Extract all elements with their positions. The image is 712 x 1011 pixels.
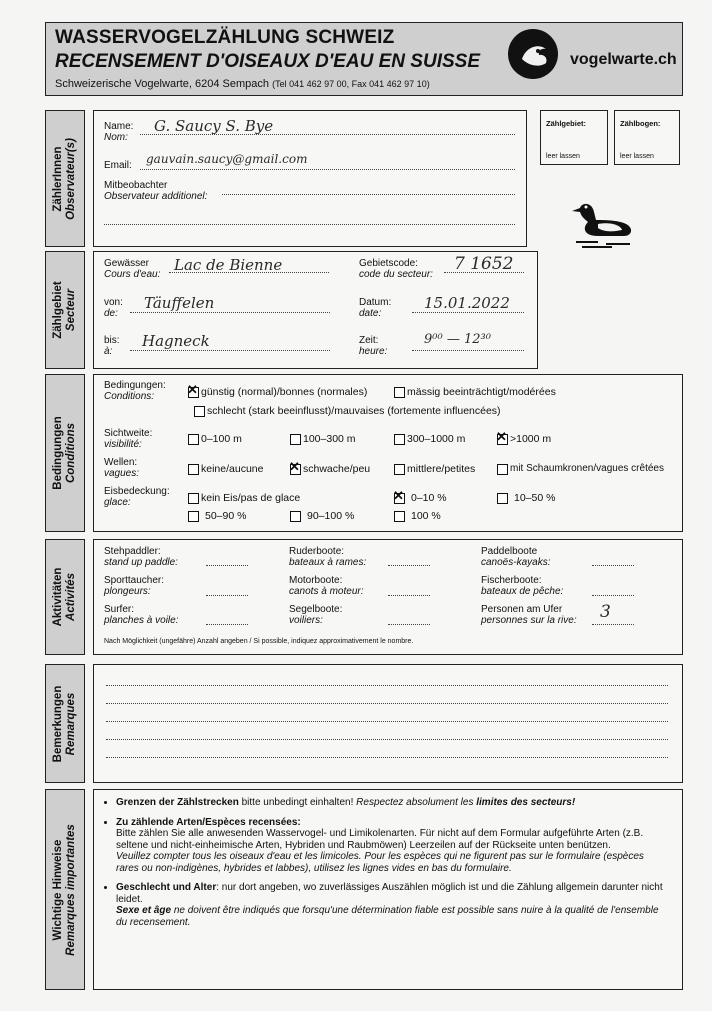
address-line: Schweizerische Vogelwarte, 6204 Sempach (Tel 041 462 97 00, Fax 041 462 97 10) bbox=[55, 78, 430, 90]
waves-label: Wellen: vagues: bbox=[104, 457, 140, 479]
ice-1-label: kein Eis/pas de glace bbox=[201, 492, 301, 504]
vis-3-label: 300–1000 m bbox=[407, 433, 466, 445]
code-label: Gebietscode: code du secteur: bbox=[359, 258, 433, 280]
section-observers-label: ZählerInnen Observateur(s) bbox=[45, 110, 85, 247]
ice-3-label: 10–50 % bbox=[514, 492, 556, 504]
note-boundaries: • Grenzen der Zählstrecken bitte unbedingt einhalten! Respectez absolument les limites des secteurs! bbox=[116, 797, 668, 809]
section-conditions-label: Bedingungen Conditions bbox=[45, 374, 85, 532]
to-value[interactable]: Hagneck bbox=[142, 332, 210, 350]
visibility-label: Sichtweite: visibilité: bbox=[104, 428, 153, 450]
waves-1-checkbox[interactable] bbox=[188, 464, 199, 475]
name-label: Name: Nom: bbox=[104, 121, 134, 143]
cond-label: Bedingungen: Conditions: bbox=[104, 380, 166, 402]
title-german: WASSERVOGELZÄHLUNG SCHWEIZ bbox=[55, 27, 395, 48]
section-remarks-label: Bemerkungen Remarques bbox=[45, 664, 85, 783]
from-value[interactable]: Täuffelen bbox=[144, 294, 215, 312]
section-area-label: Zählgebiet Secteur bbox=[45, 251, 85, 369]
ice-2-checkbox[interactable] bbox=[394, 493, 405, 504]
waves-2-label: schwache/peu bbox=[303, 463, 371, 475]
area-box bbox=[93, 251, 538, 369]
time-label: Zeit: heure: bbox=[359, 335, 388, 357]
water-value[interactable]: Lac de Bienne bbox=[174, 256, 283, 274]
date-label: Datum: date: bbox=[359, 297, 392, 319]
vogelwarte-logo-icon bbox=[508, 29, 558, 79]
title-french: RECENSEMENT D'OISEAUX D'EAU EN SUISSE bbox=[55, 51, 480, 72]
ice-4-label: 50–90 % bbox=[205, 510, 247, 522]
paddle-label: Paddelboote canoës-kayaks: bbox=[481, 546, 551, 568]
to-label: bis: à: bbox=[104, 335, 120, 357]
zaehlbogen-office-box: Zählbogen: leer lassen bbox=[614, 110, 680, 165]
waves-3-label: mittlere/petites bbox=[407, 463, 476, 475]
shore-label: Personen am Ufer personnes sur la rive: bbox=[481, 604, 577, 626]
cond-bad-label: schlecht (stark beeinflusst)/mauvaises (fortemente influencées) bbox=[207, 405, 501, 417]
co-observer-label: Mitbeobachter Observateur additionel: bbox=[104, 180, 208, 202]
sup-label: Stehpaddler: stand up paddle: bbox=[104, 546, 178, 568]
waves-2-checkbox[interactable] bbox=[290, 464, 301, 475]
brand-name: vogelwarte.ch bbox=[570, 51, 677, 68]
water-label: Gewässer Cours d'eau: bbox=[104, 258, 161, 280]
from-label: von: de: bbox=[104, 297, 123, 319]
duck-illustration-icon bbox=[568, 190, 646, 250]
activities-note: Nach Möglichkeit (ungefähre) Anzahl angeben / Si possible, indiquez approximativement le nombre. bbox=[104, 638, 414, 645]
note-sex-age: • Geschlecht und Alter: nur dort angeben, wo zuverlässiges Auszählen möglich ist und die Zählung allgemein darunter nicht leidet. Sexe et âge ne doivent être indiqués que forsqu'une détermination fiable est possible sans nuire à la qualité de l'ensemble du recensement. bbox=[116, 882, 668, 928]
vis-3-checkbox[interactable] bbox=[394, 434, 405, 445]
activities-box bbox=[93, 539, 683, 655]
vis-4-label: >1000 m bbox=[510, 433, 552, 445]
ice-5-checkbox[interactable] bbox=[290, 511, 301, 522]
cond-bad-checkbox[interactable] bbox=[194, 406, 205, 417]
time-value[interactable]: 9⁰⁰ — 12³⁰ bbox=[424, 332, 491, 347]
date-value[interactable]: 15.01.2022 bbox=[424, 294, 510, 312]
vis-2-label: 100–300 m bbox=[303, 433, 356, 445]
motorboat-label: Motorboote: canots à moteur: bbox=[289, 575, 364, 597]
cond-moderate-checkbox[interactable] bbox=[394, 387, 405, 398]
vis-2-checkbox[interactable] bbox=[290, 434, 301, 445]
ice-2-label: 0–10 % bbox=[411, 492, 447, 504]
rowboat-label: Ruderboote: bateaux à rames: bbox=[289, 546, 367, 568]
remarks-box[interactable] bbox=[93, 664, 683, 783]
shore-value[interactable]: 3 bbox=[600, 602, 611, 622]
surfer-label: Surfer: planches à voile: bbox=[104, 604, 179, 626]
ice-1-checkbox[interactable] bbox=[188, 493, 199, 504]
waves-1-label: keine/aucune bbox=[201, 463, 264, 475]
diver-label: Sporttaucher: plongeurs: bbox=[104, 575, 165, 597]
cond-good-checkbox[interactable] bbox=[188, 387, 199, 398]
vis-4-checkbox[interactable] bbox=[497, 434, 508, 445]
fishing-label: Fischerboote: bateaux de pêche: bbox=[481, 575, 564, 597]
email-label: Email: bbox=[104, 160, 132, 171]
ice-4-checkbox[interactable] bbox=[188, 511, 199, 522]
waves-3-checkbox[interactable] bbox=[394, 464, 405, 475]
email-value[interactable]: gauvain.saucy@gmail.com bbox=[146, 152, 308, 166]
ice-6-label: 100 % bbox=[411, 510, 441, 522]
zaehlgebiet-office-box: Zählgebiet: leer lassen bbox=[540, 110, 608, 165]
ice-3-checkbox[interactable] bbox=[497, 493, 508, 504]
ice-6-checkbox[interactable] bbox=[394, 511, 405, 522]
observers-box bbox=[93, 110, 527, 247]
cond-good-label: günstig (normal)/bonnes (normales) bbox=[201, 386, 368, 398]
cond-moderate-label: mässig beeinträchtigt/modérées bbox=[407, 386, 556, 398]
section-notes-label: Wichtige Hinweise Remarques importantes bbox=[45, 789, 85, 990]
ice-5-label: 90–100 % bbox=[307, 510, 355, 522]
conditions-box bbox=[93, 374, 683, 532]
vis-1-checkbox[interactable] bbox=[188, 434, 199, 445]
form-header bbox=[45, 22, 683, 96]
note-species: • Zu zählende Arten/Espèces recensées: Bitte zählen Sie alle anwesenden Wasservogel- und Limikolenarten. Für nicht auf dem Formular aufgeführte Arten (z.B. seltene und nicht-einheimische Arten, Hybriden und Raubmöwen) Leerzeilen auf der Rückseite unten benützen. Veuillez compter tous les oiseaux d'eau et les limicoles. Pour les espèces qui ne figurent pas sur le formulaire (espèces rares ou non-indigènes, hybrides et labbes), utilisez les lignes vides en bas du formulaire. bbox=[116, 817, 668, 875]
ice-label: Eisbedeckung: glace: bbox=[104, 486, 170, 508]
code-value[interactable]: 7 1652 bbox=[454, 254, 514, 274]
name-value[interactable]: G. Saucy S. Bye bbox=[154, 117, 274, 135]
waves-4-label: mit Schaumkronen/vagues crêtées bbox=[510, 463, 664, 474]
section-activities-label: Aktivitäten Activités bbox=[45, 539, 85, 655]
waves-4-checkbox[interactable] bbox=[497, 464, 508, 475]
notes-box bbox=[93, 789, 683, 990]
vis-1-label: 0–100 m bbox=[201, 433, 242, 445]
sailboat-label: Segelboote: voiliers: bbox=[289, 604, 343, 626]
